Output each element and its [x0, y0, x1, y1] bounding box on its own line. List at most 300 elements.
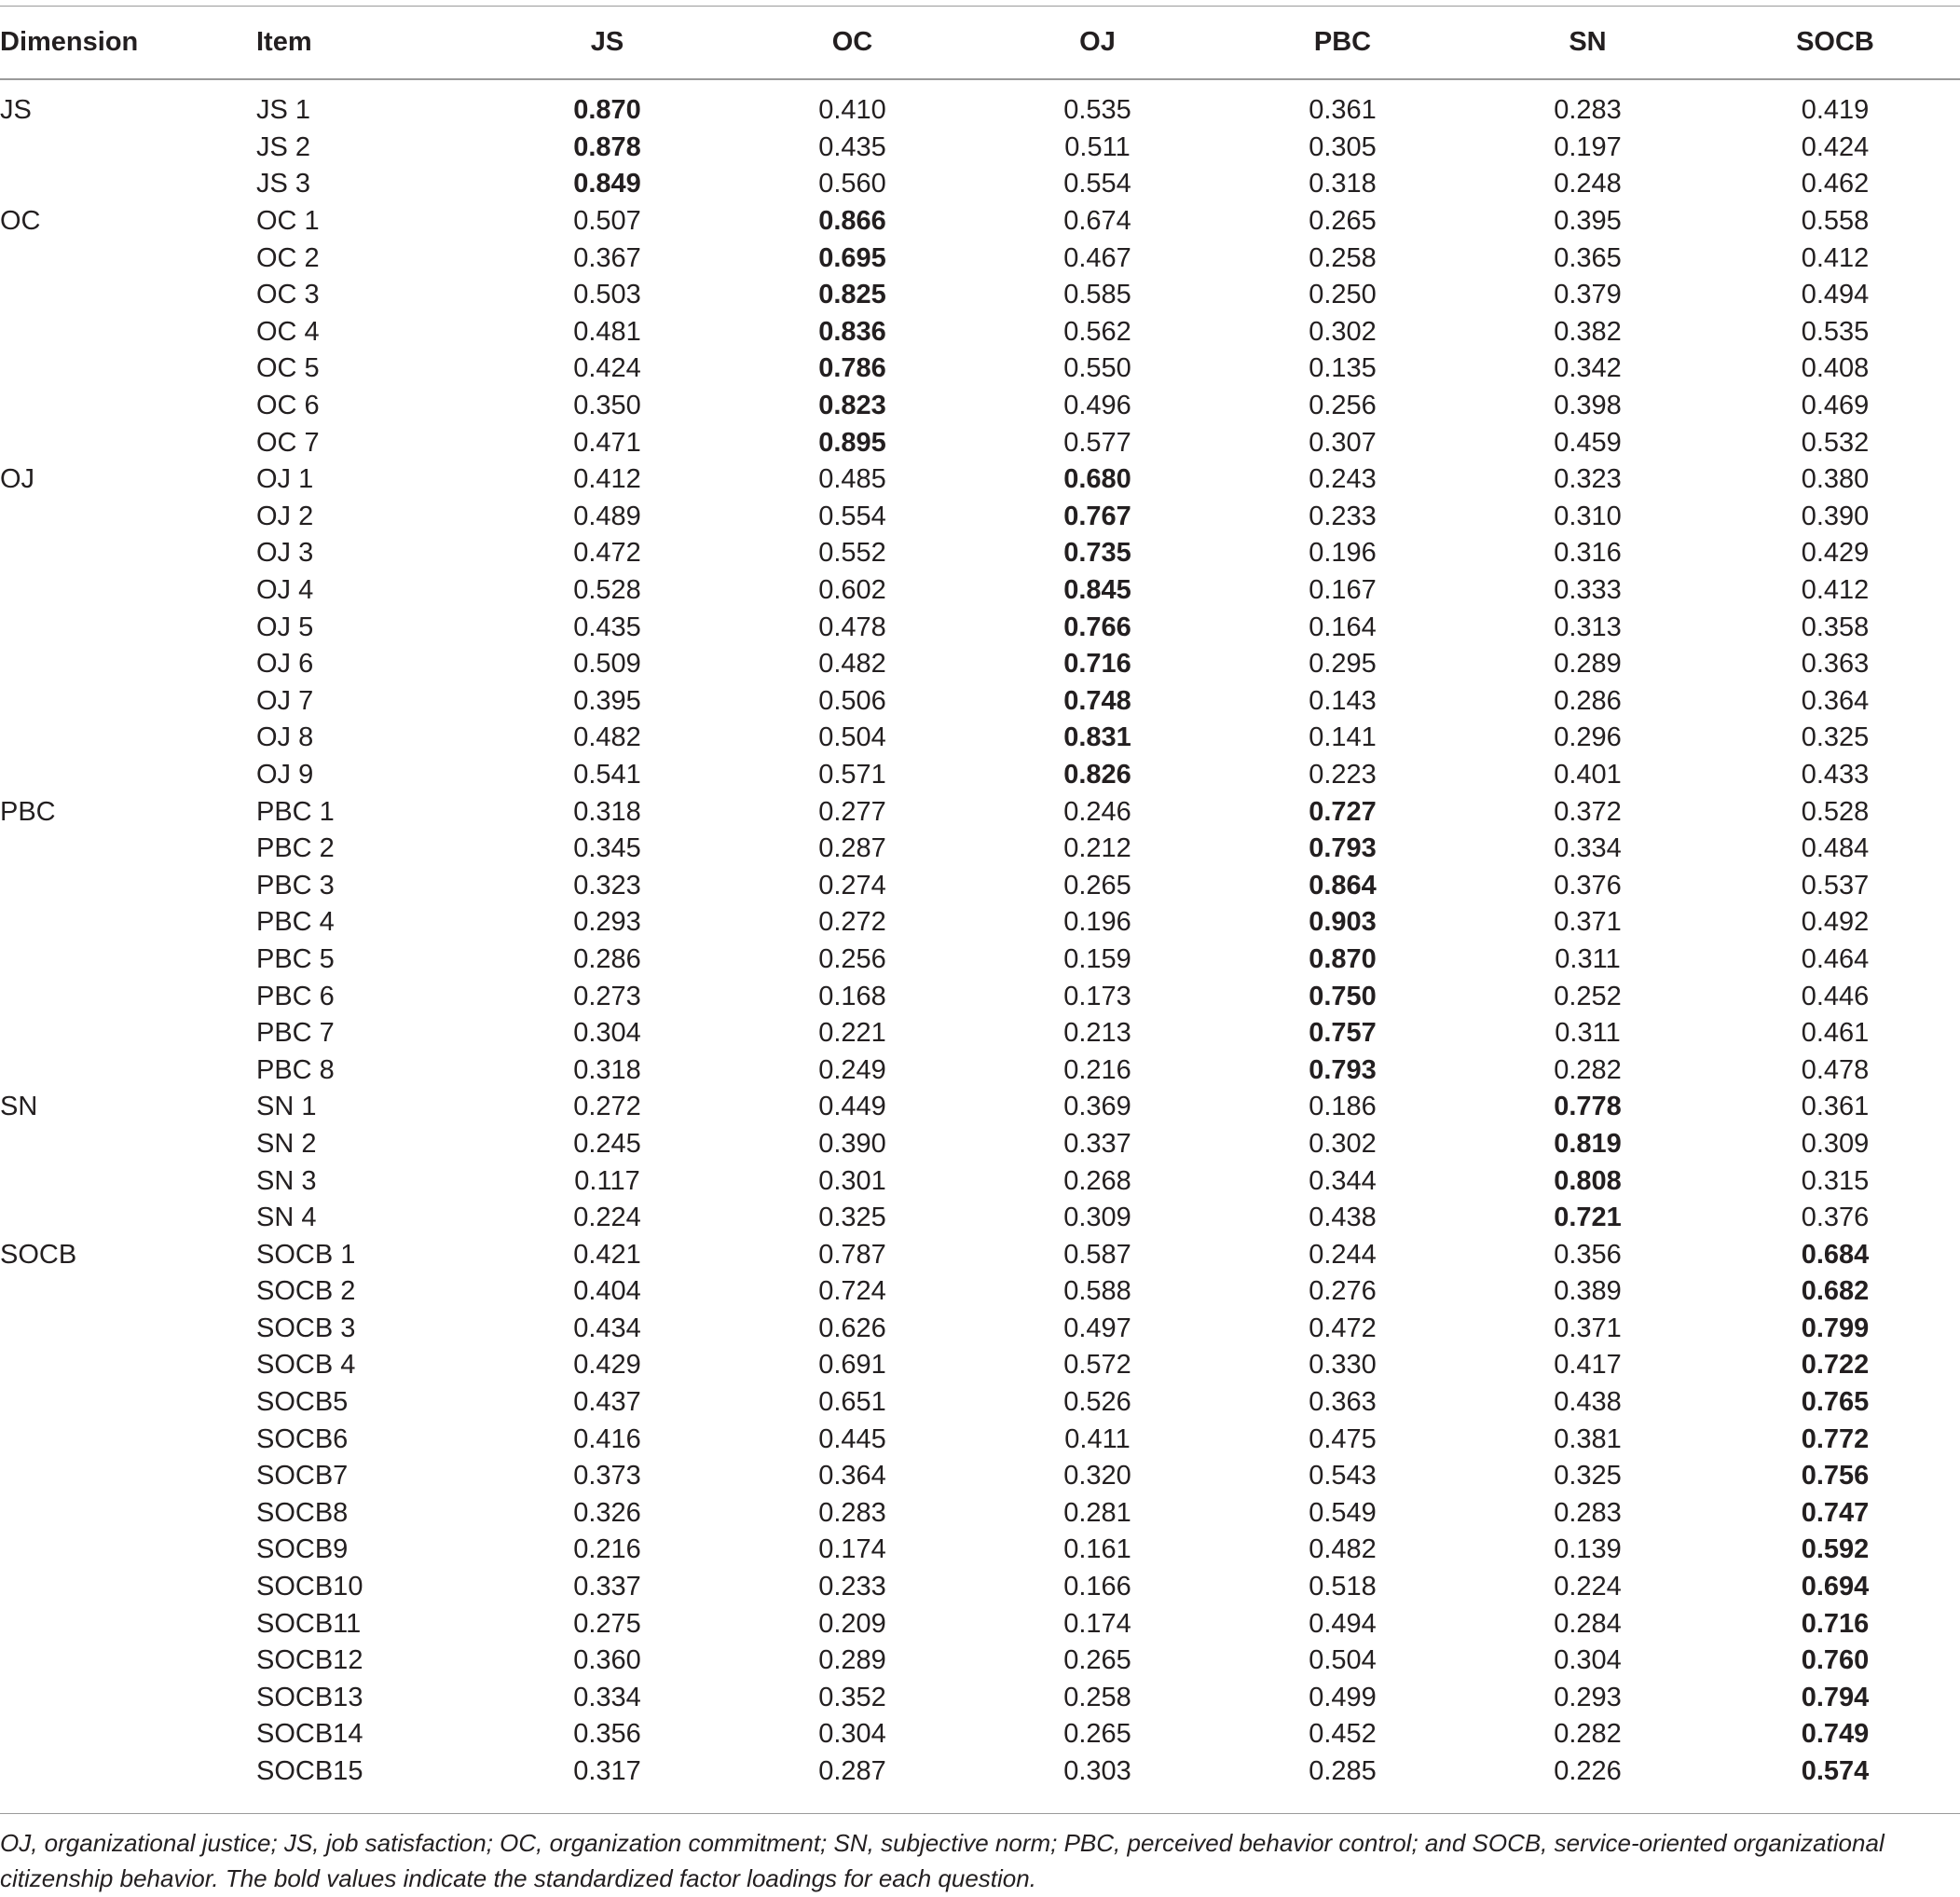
- loading-cell-js: 0.216: [573, 1534, 641, 1565]
- loading-cell-pbc: 0.256: [1309, 391, 1377, 421]
- loading-cell-pbc: 0.793: [1309, 1054, 1377, 1085]
- loading-cell-oc: 0.256: [818, 943, 886, 974]
- item-cell: SN 4: [256, 1203, 317, 1233]
- table-row: [0, 1495, 1960, 1533]
- table-row: [0, 793, 1960, 831]
- loading-cell-pbc: 0.864: [1309, 870, 1377, 900]
- loading-cell-oj: 0.588: [1063, 1276, 1131, 1307]
- loading-cell-oc: 0.249: [818, 1054, 886, 1085]
- loading-cell-socb: 0.363: [1801, 649, 1870, 680]
- loading-cell-socb: 0.361: [1801, 1092, 1870, 1122]
- loading-cell-oj: 0.166: [1063, 1572, 1131, 1602]
- loading-cell-pbc: 0.452: [1309, 1719, 1377, 1750]
- loading-cell-socb: 0.364: [1801, 685, 1870, 716]
- dimension-cell: [0, 1680, 256, 1717]
- loading-cell-js: 0.424: [573, 353, 641, 384]
- loading-cell-socb: 0.325: [1801, 722, 1870, 753]
- loading-cell-js: 0.509: [573, 649, 641, 680]
- loading-cell-pbc: 0.494: [1309, 1608, 1377, 1639]
- table-row: [0, 1605, 1960, 1643]
- item-cell: OC 3: [256, 280, 320, 310]
- table-row: [0, 1458, 1960, 1495]
- loading-cell-oj: 0.159: [1063, 943, 1131, 974]
- item-cell: SOCB 2: [256, 1276, 356, 1307]
- item-cell: PBC 2: [256, 833, 335, 864]
- dimension-cell: [0, 646, 256, 683]
- loading-cell-js: 0.870: [573, 95, 641, 126]
- loading-cell-js: 0.318: [573, 796, 641, 827]
- dimension-cell: [0, 978, 256, 1015]
- dimension-cell: [0, 130, 256, 167]
- loading-cell-sn: 0.395: [1554, 206, 1622, 237]
- loading-cell-sn: 0.333: [1554, 575, 1622, 606]
- dimension-cell: [0, 1643, 256, 1680]
- loading-cell-sn: 0.721: [1554, 1203, 1622, 1233]
- item-cell: SOCB8: [256, 1497, 349, 1528]
- loading-cell-oc: 0.626: [818, 1313, 886, 1343]
- loading-cell-oc: 0.287: [818, 1756, 886, 1787]
- dimension-cell: [0, 1716, 256, 1753]
- loading-cell-sn: 0.224: [1554, 1572, 1622, 1602]
- loading-cell-oj: 0.173: [1063, 981, 1131, 1011]
- loading-cell-oj: 0.303: [1063, 1756, 1131, 1787]
- loading-cell-oj: 0.258: [1063, 1682, 1131, 1712]
- loading-cell-oc: 0.272: [818, 907, 886, 938]
- table-row: [0, 757, 1960, 794]
- item-cell: OJ 5: [256, 612, 314, 642]
- dimension-cell: [0, 1421, 256, 1458]
- loading-cell-socb: 0.376: [1801, 1203, 1870, 1233]
- loading-cell-socb: 0.528: [1801, 796, 1870, 827]
- loading-cell-oj: 0.337: [1063, 1128, 1131, 1159]
- loading-cell-oj: 0.265: [1063, 1645, 1131, 1676]
- loading-cell-pbc: 0.295: [1309, 649, 1377, 680]
- item-cell: SOCB14: [256, 1719, 363, 1750]
- loading-cell-sn: 0.310: [1554, 501, 1622, 531]
- loading-cell-pbc: 0.499: [1309, 1682, 1377, 1712]
- loading-cell-oj: 0.497: [1063, 1313, 1131, 1343]
- dimension-cell: [0, 572, 256, 610]
- loading-cell-sn: 0.382: [1554, 316, 1622, 347]
- loading-cell-pbc: 0.757: [1309, 1018, 1377, 1049]
- loading-cell-pbc: 0.305: [1309, 131, 1377, 162]
- loading-cell-socb: 0.464: [1801, 943, 1870, 974]
- loading-cell-sn: 0.381: [1554, 1423, 1622, 1454]
- loading-cell-oc: 0.325: [818, 1203, 886, 1233]
- loading-cell-sn: 0.252: [1554, 981, 1622, 1011]
- loading-cell-oj: 0.496: [1063, 391, 1131, 421]
- loading-cell-pbc: 0.793: [1309, 833, 1377, 864]
- loading-cell-socb: 0.484: [1801, 833, 1870, 864]
- loading-cell-socb: 0.412: [1801, 575, 1870, 606]
- loading-cell-pbc: 0.276: [1309, 1276, 1377, 1307]
- loading-cell-socb: 0.429: [1801, 538, 1870, 569]
- dimension-cell: [0, 1384, 256, 1422]
- loading-cell-js: 0.404: [573, 1276, 641, 1307]
- dimension-cell: [0, 1052, 256, 1089]
- loading-cell-oc: 0.352: [818, 1682, 886, 1712]
- table-row: [0, 351, 1960, 388]
- loading-cell-oc: 0.695: [818, 242, 886, 273]
- loading-cell-pbc: 0.903: [1309, 907, 1377, 938]
- column-header-sn: SN: [1569, 27, 1607, 57]
- loading-cell-sn: 0.371: [1554, 1313, 1622, 1343]
- loading-cell-oc: 0.364: [818, 1461, 886, 1491]
- loading-cell-socb: 0.537: [1801, 870, 1870, 900]
- loading-cell-sn: 0.323: [1554, 464, 1622, 495]
- loading-cell-oc: 0.301: [818, 1165, 886, 1196]
- item-cell: OC 7: [256, 427, 320, 458]
- loading-cell-socb: 0.469: [1801, 391, 1870, 421]
- loading-cell-js: 0.117: [574, 1165, 640, 1196]
- loading-cell-socb: 0.461: [1801, 1018, 1870, 1049]
- loading-cell-sn: 0.293: [1554, 1682, 1622, 1712]
- loading-cell-sn: 0.283: [1554, 95, 1622, 126]
- loading-cell-oj: 0.265: [1063, 1719, 1131, 1750]
- item-cell: SN 1: [256, 1092, 317, 1122]
- loading-cell-sn: 0.226: [1554, 1756, 1622, 1787]
- loading-cell-sn: 0.438: [1554, 1387, 1622, 1418]
- loading-cell-oc: 0.825: [818, 280, 886, 310]
- loading-cell-oj: 0.174: [1063, 1608, 1131, 1639]
- dimension-cell: [0, 683, 256, 721]
- table-row: [0, 277, 1960, 314]
- dimension-cell: [0, 1532, 256, 1569]
- dimension-cell: [0, 388, 256, 425]
- loading-cell-js: 0.416: [573, 1423, 641, 1454]
- loading-cell-pbc: 0.318: [1309, 169, 1377, 199]
- loading-cell-oj: 0.161: [1063, 1534, 1131, 1565]
- dimension-cell: [0, 277, 256, 314]
- table-row: [0, 1273, 1960, 1311]
- loading-cell-pbc: 0.302: [1309, 1128, 1377, 1159]
- table-row: [0, 78, 1960, 130]
- table-row: [0, 1532, 1960, 1569]
- dimension-cell: [0, 314, 256, 351]
- loading-cell-js: 0.481: [573, 316, 641, 347]
- table-row: [0, 461, 1960, 499]
- loading-cell-pbc: 0.727: [1309, 796, 1377, 827]
- loading-cell-sn: 0.283: [1554, 1497, 1622, 1528]
- dimension-cell: [0, 1458, 256, 1495]
- dimension-cell: [0, 1605, 256, 1643]
- loading-cell-oc: 0.724: [818, 1276, 886, 1307]
- loading-cell-sn: 0.372: [1554, 796, 1622, 827]
- loading-cell-js: 0.878: [573, 131, 641, 162]
- loading-cell-js: 0.434: [573, 1313, 641, 1343]
- dimension-cell: [0, 1015, 256, 1052]
- dimension-cell: JS: [0, 95, 32, 126]
- loading-cell-sn: 0.819: [1554, 1128, 1622, 1159]
- loading-cell-pbc: 0.504: [1309, 1645, 1377, 1676]
- loading-cell-sn: 0.316: [1554, 538, 1622, 569]
- loading-cell-pbc: 0.244: [1309, 1239, 1377, 1270]
- loading-cell-pbc: 0.135: [1309, 353, 1377, 384]
- item-cell: JS 1: [256, 95, 311, 126]
- loading-cell-sn: 0.289: [1554, 649, 1622, 680]
- table-row: [0, 203, 1960, 241]
- loading-cell-socb: 0.380: [1801, 464, 1870, 495]
- loading-cell-js: 0.435: [573, 612, 641, 642]
- loading-cell-oc: 0.390: [818, 1128, 886, 1159]
- item-cell: SOCB6: [256, 1423, 349, 1454]
- loading-cell-js: 0.412: [573, 464, 641, 495]
- loading-cell-js: 0.429: [573, 1350, 641, 1381]
- item-cell: PBC 8: [256, 1054, 335, 1085]
- loading-cell-pbc: 0.186: [1309, 1092, 1377, 1122]
- loading-cell-pbc: 0.141: [1309, 722, 1377, 753]
- loading-cell-socb: 0.716: [1801, 1608, 1870, 1639]
- loading-cell-js: 0.317: [573, 1756, 641, 1787]
- loading-cell-js: 0.273: [573, 981, 641, 1011]
- loading-cell-js: 0.528: [573, 575, 641, 606]
- loading-cell-socb: 0.772: [1801, 1423, 1870, 1454]
- loading-cell-oj: 0.826: [1063, 759, 1131, 790]
- table-row: [0, 424, 1960, 461]
- loading-cell-socb: 0.722: [1801, 1350, 1870, 1381]
- loading-cell-pbc: 0.196: [1309, 538, 1377, 569]
- loading-cell-pbc: 0.285: [1309, 1756, 1377, 1787]
- item-cell: PBC 1: [256, 796, 335, 827]
- loading-cell-socb: 0.532: [1801, 427, 1870, 458]
- loading-cell-oj: 0.674: [1063, 206, 1131, 237]
- loading-cell-socb: 0.390: [1801, 501, 1870, 531]
- item-cell: OJ 4: [256, 575, 314, 606]
- loading-cell-oc: 0.895: [818, 427, 886, 458]
- dimension-cell: OJ: [0, 464, 35, 495]
- dimension-cell: [0, 1347, 256, 1384]
- loading-cell-sn: 0.139: [1554, 1534, 1622, 1565]
- item-cell: SOCB10: [256, 1572, 363, 1602]
- loading-cell-oc: 0.233: [818, 1572, 886, 1602]
- item-cell: SN 3: [256, 1165, 317, 1196]
- loading-cell-oc: 0.304: [818, 1719, 886, 1750]
- loading-cell-js: 0.421: [573, 1239, 641, 1270]
- loading-cell-oj: 0.511: [1064, 131, 1131, 162]
- loading-cell-js: 0.245: [573, 1128, 641, 1159]
- dimension-cell: [0, 1273, 256, 1311]
- item-cell: SOCB9: [256, 1534, 349, 1565]
- dimension-cell: [0, 867, 256, 904]
- loading-cell-socb: 0.433: [1801, 759, 1870, 790]
- loading-cell-oc: 0.449: [818, 1092, 886, 1122]
- loading-cell-js: 0.437: [573, 1387, 641, 1418]
- loading-cell-oj: 0.212: [1063, 833, 1131, 864]
- loading-cell-oc: 0.274: [818, 870, 886, 900]
- loading-cell-socb: 0.424: [1801, 131, 1870, 162]
- table-row: [0, 388, 1960, 425]
- loading-cell-js: 0.472: [573, 538, 641, 569]
- loading-cell-js: 0.350: [573, 391, 641, 421]
- table-row: [0, 1052, 1960, 1089]
- loading-cell-socb: 0.760: [1801, 1645, 1870, 1676]
- loading-cell-js: 0.373: [573, 1461, 641, 1491]
- item-cell: SOCB 3: [256, 1313, 356, 1343]
- item-cell: OJ 2: [256, 501, 314, 531]
- loading-cell-js: 0.334: [573, 1682, 641, 1712]
- loading-cell-oc: 0.506: [818, 685, 886, 716]
- loading-cell-pbc: 0.250: [1309, 280, 1377, 310]
- loading-cell-socb: 0.462: [1801, 169, 1870, 199]
- loading-cell-pbc: 0.344: [1309, 1165, 1377, 1196]
- loading-cell-oj: 0.320: [1063, 1461, 1131, 1491]
- dimension-cell: [0, 942, 256, 979]
- loading-cell-js: 0.345: [573, 833, 641, 864]
- loading-cell-oc: 0.602: [818, 575, 886, 606]
- loading-cell-socb: 0.412: [1801, 242, 1870, 273]
- loading-cell-oc: 0.836: [818, 316, 886, 347]
- item-cell: SOCB11: [256, 1608, 362, 1639]
- loading-cell-pbc: 0.361: [1309, 95, 1377, 126]
- item-cell: PBC 6: [256, 981, 335, 1011]
- item-cell: PBC 5: [256, 943, 335, 974]
- item-cell: SN 2: [256, 1128, 317, 1159]
- loading-cell-pbc: 0.167: [1309, 575, 1377, 606]
- loading-cell-oj: 0.748: [1063, 685, 1131, 716]
- dimension-cell: [0, 831, 256, 868]
- dimension-cell: [0, 1753, 256, 1791]
- loading-cell-oc: 0.866: [818, 206, 886, 237]
- loading-cell-sn: 0.371: [1554, 907, 1622, 938]
- loading-cell-pbc: 0.258: [1309, 242, 1377, 273]
- column-header-pbc: PBC: [1313, 27, 1372, 57]
- loading-cell-oj: 0.716: [1063, 649, 1131, 680]
- loading-cell-oj: 0.766: [1063, 612, 1131, 642]
- loading-cell-oj: 0.246: [1063, 796, 1131, 827]
- loading-cell-js: 0.318: [573, 1054, 641, 1085]
- loading-cell-pbc: 0.549: [1309, 1497, 1377, 1528]
- loading-cell-oj: 0.281: [1063, 1497, 1131, 1528]
- item-cell: JS 2: [256, 131, 311, 162]
- loading-cell-pbc: 0.870: [1309, 943, 1377, 974]
- loading-cell-oc: 0.691: [818, 1350, 886, 1381]
- loading-cell-sn: 0.778: [1554, 1092, 1622, 1122]
- dimension-cell: [0, 609, 256, 646]
- item-cell: SOCB15: [256, 1756, 363, 1787]
- loading-cell-js: 0.849: [573, 169, 641, 199]
- loading-cell-socb: 0.799: [1801, 1313, 1870, 1343]
- item-cell: SOCB5: [256, 1387, 349, 1418]
- loading-cell-js: 0.503: [573, 280, 641, 310]
- dimension-cell: [0, 1162, 256, 1200]
- item-cell: PBC 7: [256, 1018, 335, 1049]
- item-cell: OC 6: [256, 391, 320, 421]
- column-header-item: Item: [256, 27, 312, 57]
- item-cell: SOCB 4: [256, 1350, 356, 1381]
- loading-cell-pbc: 0.363: [1309, 1387, 1377, 1418]
- table-row: [0, 1680, 1960, 1717]
- loading-cell-js: 0.326: [573, 1497, 641, 1528]
- loading-cell-socb: 0.574: [1801, 1756, 1870, 1787]
- loading-cell-js: 0.360: [573, 1645, 641, 1676]
- loading-cell-pbc: 0.143: [1309, 685, 1377, 716]
- item-cell: OC 5: [256, 353, 320, 384]
- loading-cell-js: 0.356: [573, 1719, 641, 1750]
- dimension-cell: [0, 1495, 256, 1533]
- item-cell: PBC 3: [256, 870, 335, 900]
- dimension-cell: [0, 1569, 256, 1606]
- table-row: [0, 942, 1960, 979]
- item-cell: OC 1: [256, 206, 320, 237]
- table-row: [0, 572, 1960, 610]
- loading-cell-sn: 0.286: [1554, 685, 1622, 716]
- loading-cell-oc: 0.287: [818, 833, 886, 864]
- loading-cell-js: 0.395: [573, 685, 641, 716]
- loading-cell-sn: 0.304: [1554, 1645, 1622, 1676]
- loading-cell-socb: 0.694: [1801, 1572, 1870, 1602]
- loading-cell-oc: 0.209: [818, 1608, 886, 1639]
- table-row: [0, 1347, 1960, 1384]
- loading-cell-oj: 0.268: [1063, 1165, 1131, 1196]
- loading-cell-js: 0.304: [573, 1018, 641, 1049]
- table-row: [0, 240, 1960, 277]
- loading-cell-oj: 0.309: [1063, 1203, 1131, 1233]
- table-row: [0, 1089, 1960, 1126]
- loading-cell-socb: 0.794: [1801, 1682, 1870, 1712]
- loading-cell-sn: 0.379: [1554, 280, 1622, 310]
- loading-cell-pbc: 0.330: [1309, 1350, 1377, 1381]
- table-row: [0, 1311, 1960, 1348]
- loading-cell-oj: 0.196: [1063, 907, 1131, 938]
- loading-cell-oj: 0.585: [1063, 280, 1131, 310]
- table-row: [0, 1236, 1960, 1273]
- loading-cell-sn: 0.401: [1554, 759, 1622, 790]
- item-cell: OJ 6: [256, 649, 314, 680]
- loading-cell-oj: 0.369: [1063, 1092, 1131, 1122]
- table-row: [0, 1162, 1960, 1200]
- loading-cell-oc: 0.504: [818, 722, 886, 753]
- dimension-cell: [0, 904, 256, 942]
- dimension-cell: SOCB: [0, 1239, 77, 1270]
- loading-cell-js: 0.337: [573, 1572, 641, 1602]
- table-row: [0, 978, 1960, 1015]
- table-row: [0, 1569, 1960, 1606]
- loading-cell-pbc: 0.750: [1309, 981, 1377, 1011]
- loading-cell-socb: 0.408: [1801, 353, 1870, 384]
- table-row: [0, 1753, 1960, 1791]
- loading-cell-oj: 0.680: [1063, 464, 1131, 495]
- loading-cell-socb: 0.747: [1801, 1497, 1870, 1528]
- loading-cell-js: 0.272: [573, 1092, 641, 1122]
- loading-cell-pbc: 0.475: [1309, 1423, 1377, 1454]
- loading-cell-oc: 0.787: [818, 1239, 886, 1270]
- loading-cell-sn: 0.398: [1554, 391, 1622, 421]
- loading-cell-pbc: 0.518: [1309, 1572, 1377, 1602]
- loading-cell-oj: 0.535: [1063, 95, 1131, 126]
- item-cell: SOCB7: [256, 1461, 349, 1491]
- loading-cell-sn: 0.248: [1554, 169, 1622, 199]
- loading-cell-oc: 0.552: [818, 538, 886, 569]
- loading-cell-pbc: 0.307: [1309, 427, 1377, 458]
- loading-cell-oc: 0.482: [818, 649, 886, 680]
- loading-cell-js: 0.489: [573, 501, 641, 531]
- loading-cell-sn: 0.459: [1554, 427, 1622, 458]
- loading-cell-sn: 0.311: [1555, 1018, 1621, 1049]
- dimension-cell: OC: [0, 206, 41, 237]
- loading-cell-oc: 0.174: [818, 1534, 886, 1565]
- loading-cell-socb: 0.684: [1801, 1239, 1870, 1270]
- dimension-cell: PBC: [0, 796, 56, 827]
- loading-cell-pbc: 0.265: [1309, 206, 1377, 237]
- loading-cell-sn: 0.808: [1554, 1165, 1622, 1196]
- table-row: [0, 535, 1960, 572]
- loading-cell-sn: 0.365: [1554, 242, 1622, 273]
- item-cell: OJ 1: [256, 464, 314, 495]
- loading-cell-sn: 0.296: [1554, 722, 1622, 753]
- loading-cell-oc: 0.410: [818, 95, 886, 126]
- loading-cell-pbc: 0.223: [1309, 759, 1377, 790]
- loading-cell-sn: 0.282: [1554, 1054, 1622, 1085]
